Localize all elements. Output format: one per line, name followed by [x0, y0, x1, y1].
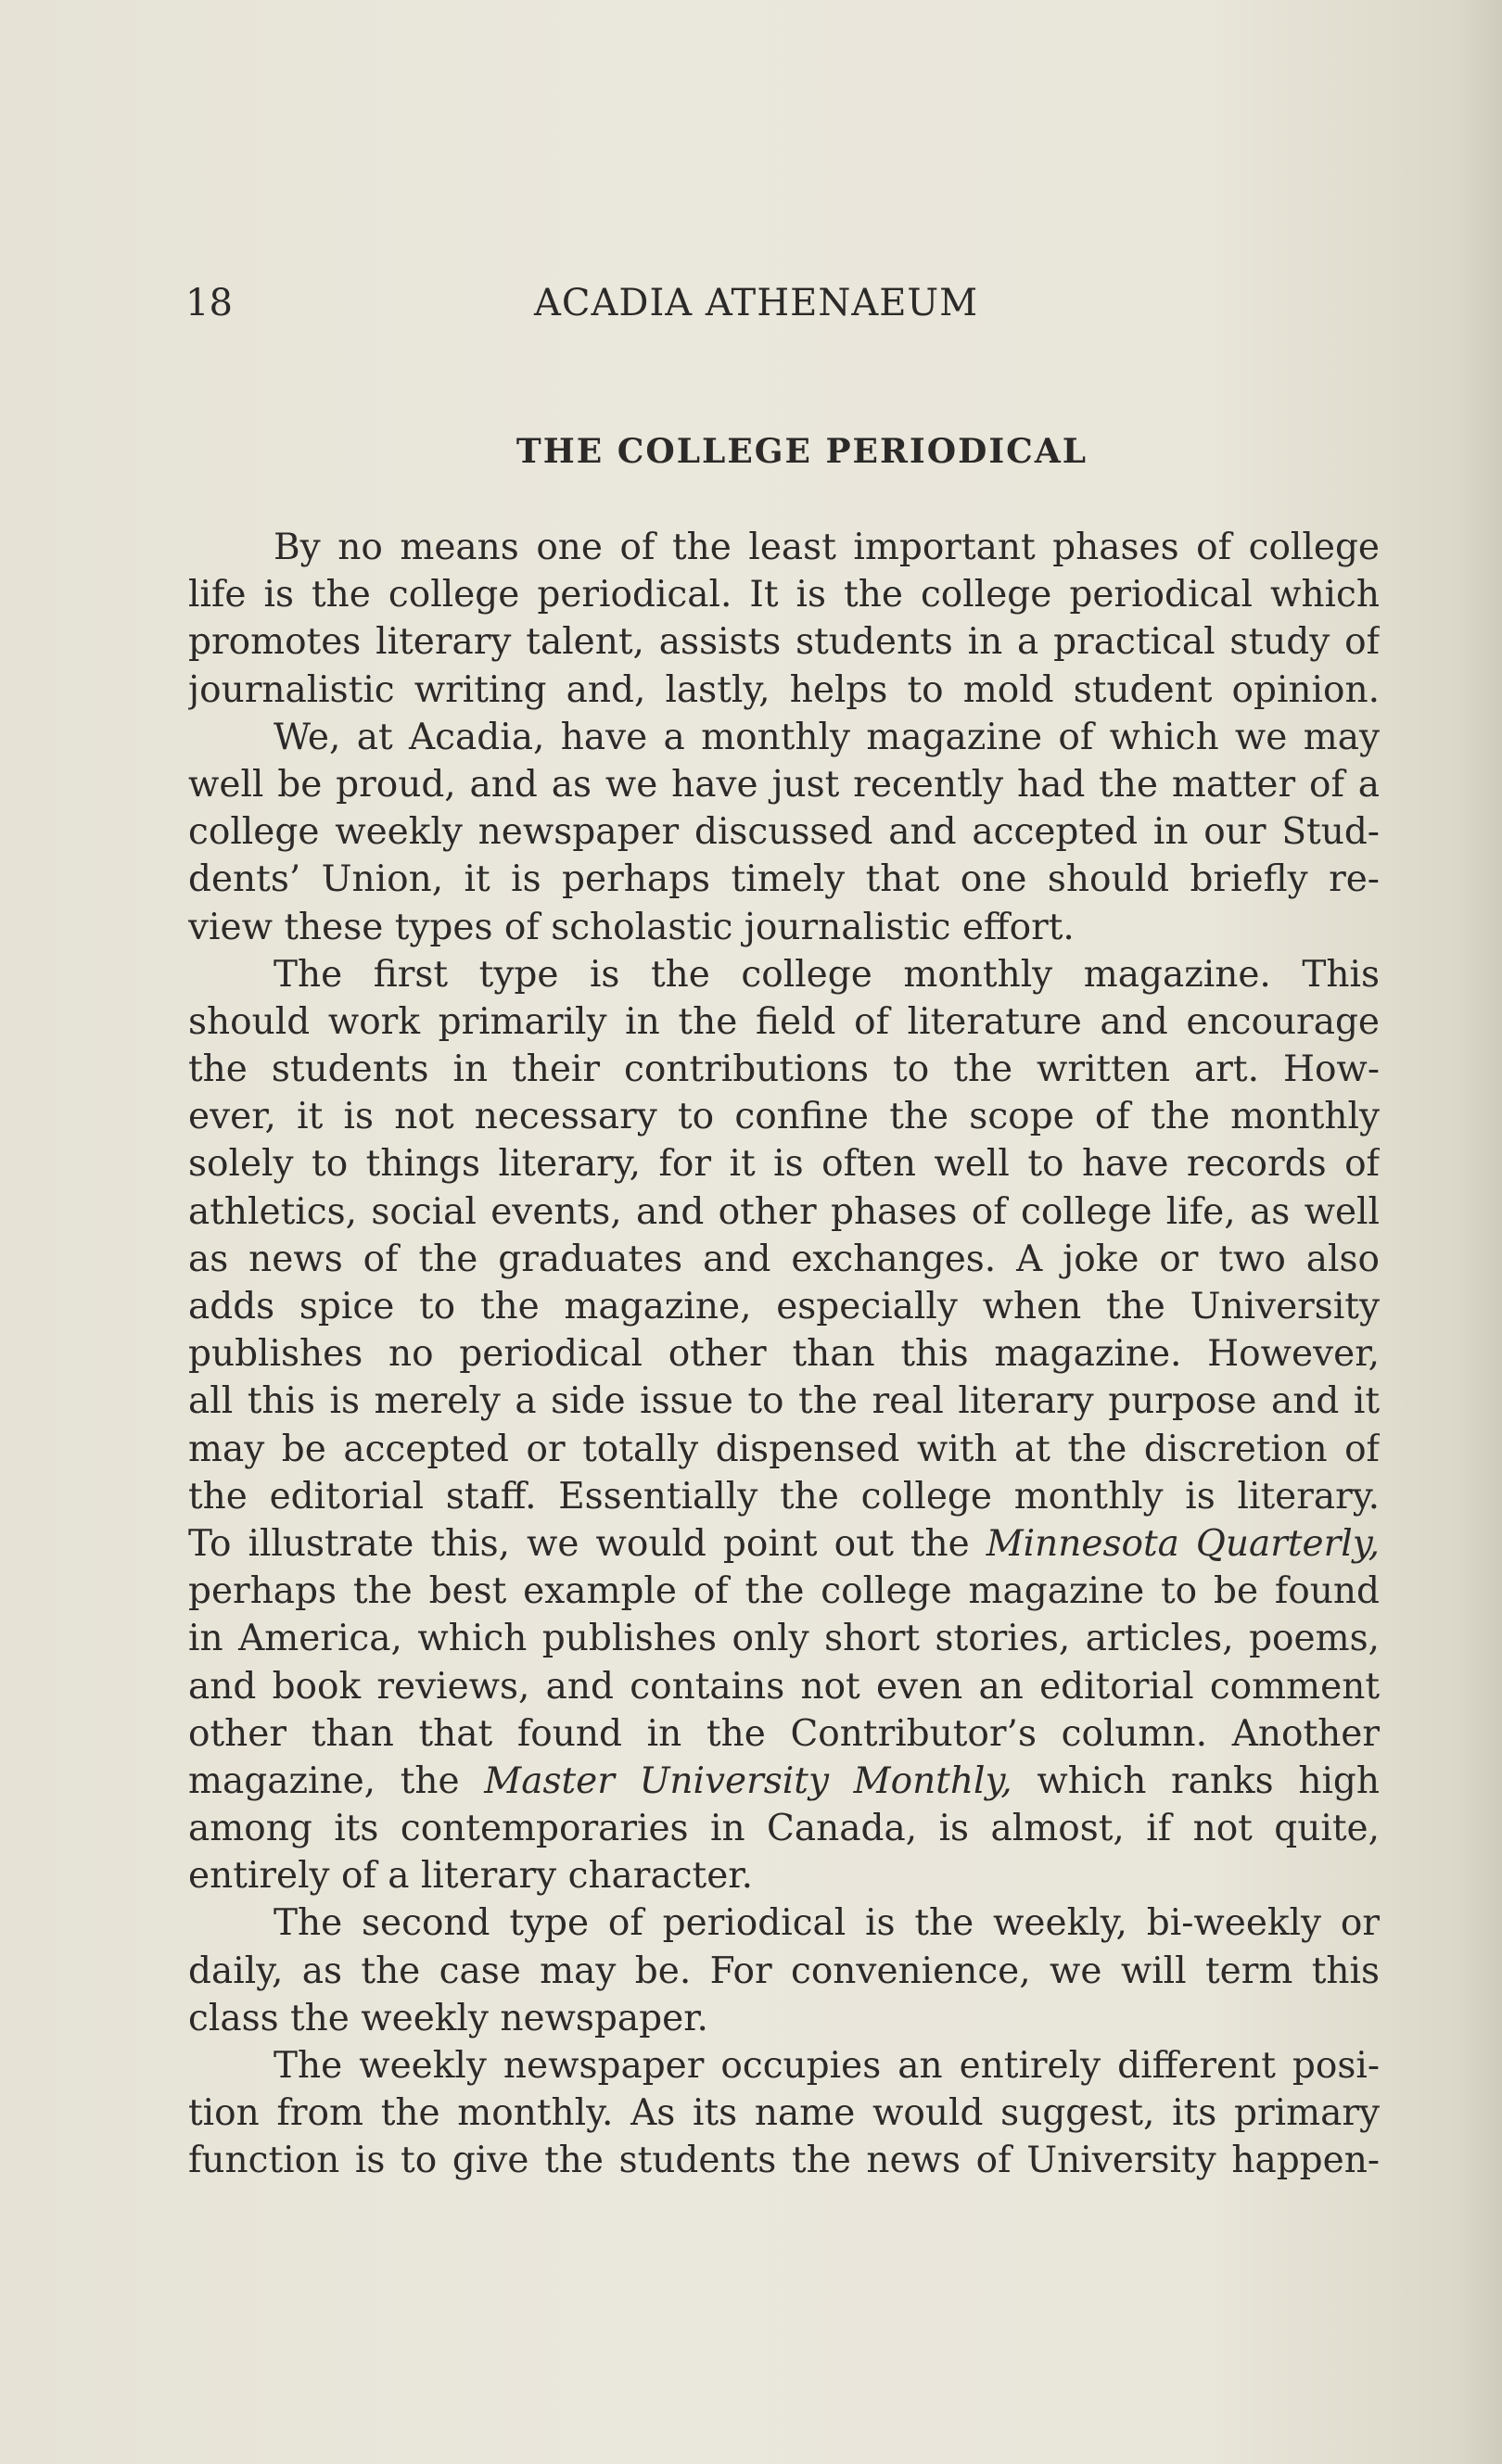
text-line: other than that found in the Contributor’s column. Another: [188, 1712, 1380, 1755]
text-line: adds spice to the magazine, especially when the University: [188, 1286, 1380, 1327]
text-line: may be accepted or totally dispensed with at the discretion of: [188, 1428, 1380, 1470]
paragraph-3: [188, 951, 1380, 1900]
text-line: among its contemporaries in Canada, is almost, if not quite,: [188, 1808, 1380, 1850]
text-line: dents’ Union, it is perhaps timely that one should briefly re-: [188, 858, 1380, 901]
text-line: view these types of scholastic journalistic effort.: [188, 906, 1075, 948]
running-head: [185, 278, 1381, 328]
text-segment: which ranks high: [1012, 1759, 1380, 1802]
text-line: all this is merely a side issue to the real literary purpose and it: [188, 1380, 1380, 1423]
text-line: entirely of a literary character.: [188, 1855, 754, 1898]
paragraph-5: [188, 2042, 1380, 2185]
text-line: life is the college periodical. It is the college periodical which: [188, 574, 1380, 616]
text-line: [188, 1520, 1380, 1568]
text-line: The first type is the college monthly magazine. This: [274, 953, 1380, 996]
journal-title: ACADIA ATHENAEUM: [534, 282, 979, 324]
journal-name-master-university-monthly: Master University Monthly,: [484, 1759, 1012, 1802]
text-line: athletics, social events, and other phases of college life, as well: [188, 1190, 1380, 1233]
text-line: [188, 1758, 1380, 1805]
page-number: 18: [185, 282, 233, 324]
text-line: promotes literary talent, assists students in a practical study of: [188, 621, 1380, 664]
text-segment: magazine, the: [188, 1759, 485, 1802]
text-line: The weekly newspaper occupies an entirely different posi-: [274, 2045, 1380, 2087]
text-line: tion from the monthly. As its name would suggest, its primary: [188, 2092, 1380, 2135]
text-line: We, at Acadia, have a monthly magazine of which we may: [274, 716, 1380, 758]
text-line: class the weekly newspaper.: [188, 1997, 708, 2039]
text-line: well be proud, and as we have just recently had the matter of a: [188, 763, 1380, 806]
text-line: college weekly newspaper discussed and accepted in our Stud-: [188, 811, 1380, 854]
text-segment: To illustrate this, we would point out the: [188, 1522, 986, 1565]
paragraph-2: [188, 714, 1380, 951]
text-line: solely to things literary, for it is often well to have records of: [188, 1143, 1380, 1186]
paragraph-4: [188, 1899, 1380, 2042]
paragraph-1: [188, 524, 1380, 714]
article-title: THE COLLEGE PERIODICAL: [516, 432, 1088, 471]
journal-name-minnesota-quarterly: Minnesota Quarterly,: [986, 1522, 1380, 1565]
text-line: perhaps the best example of the college magazine to be found: [188, 1570, 1380, 1613]
text-line: the students in their contributions to the written art. How-: [188, 1048, 1380, 1091]
text-line: By no means one of the least important phases of college: [274, 527, 1380, 568]
text-line: function is to give the students the news of University happen-: [188, 2140, 1380, 2182]
text-line: should work primarily in the field of literature and encourage: [188, 1000, 1380, 1043]
text-line: in America, which publishes only short stories, articles, poems,: [188, 1618, 1380, 1660]
text-line: The second type of periodical is the weekly, bi-weekly or: [274, 1902, 1380, 1945]
text-line: journalistic writing and, lastly, helps to mold student opinion.: [188, 668, 1380, 711]
text-line: daily, as the case may be. For convenience, we will term this: [188, 1950, 1380, 1992]
article-body: [188, 524, 1380, 2185]
text-line: the editorial staff. Essentially the college monthly is literary.: [188, 1475, 1380, 1518]
text-line: publishes no periodical other than this magazine. However,: [188, 1333, 1380, 1376]
text-line: ever, it is not necessary to confine the scope of the monthly: [188, 1096, 1380, 1138]
text-line: as news of the graduates and exchanges. A joke or two also: [188, 1238, 1380, 1280]
text-line: and book reviews, and contains not even an editorial comment: [188, 1665, 1380, 1708]
